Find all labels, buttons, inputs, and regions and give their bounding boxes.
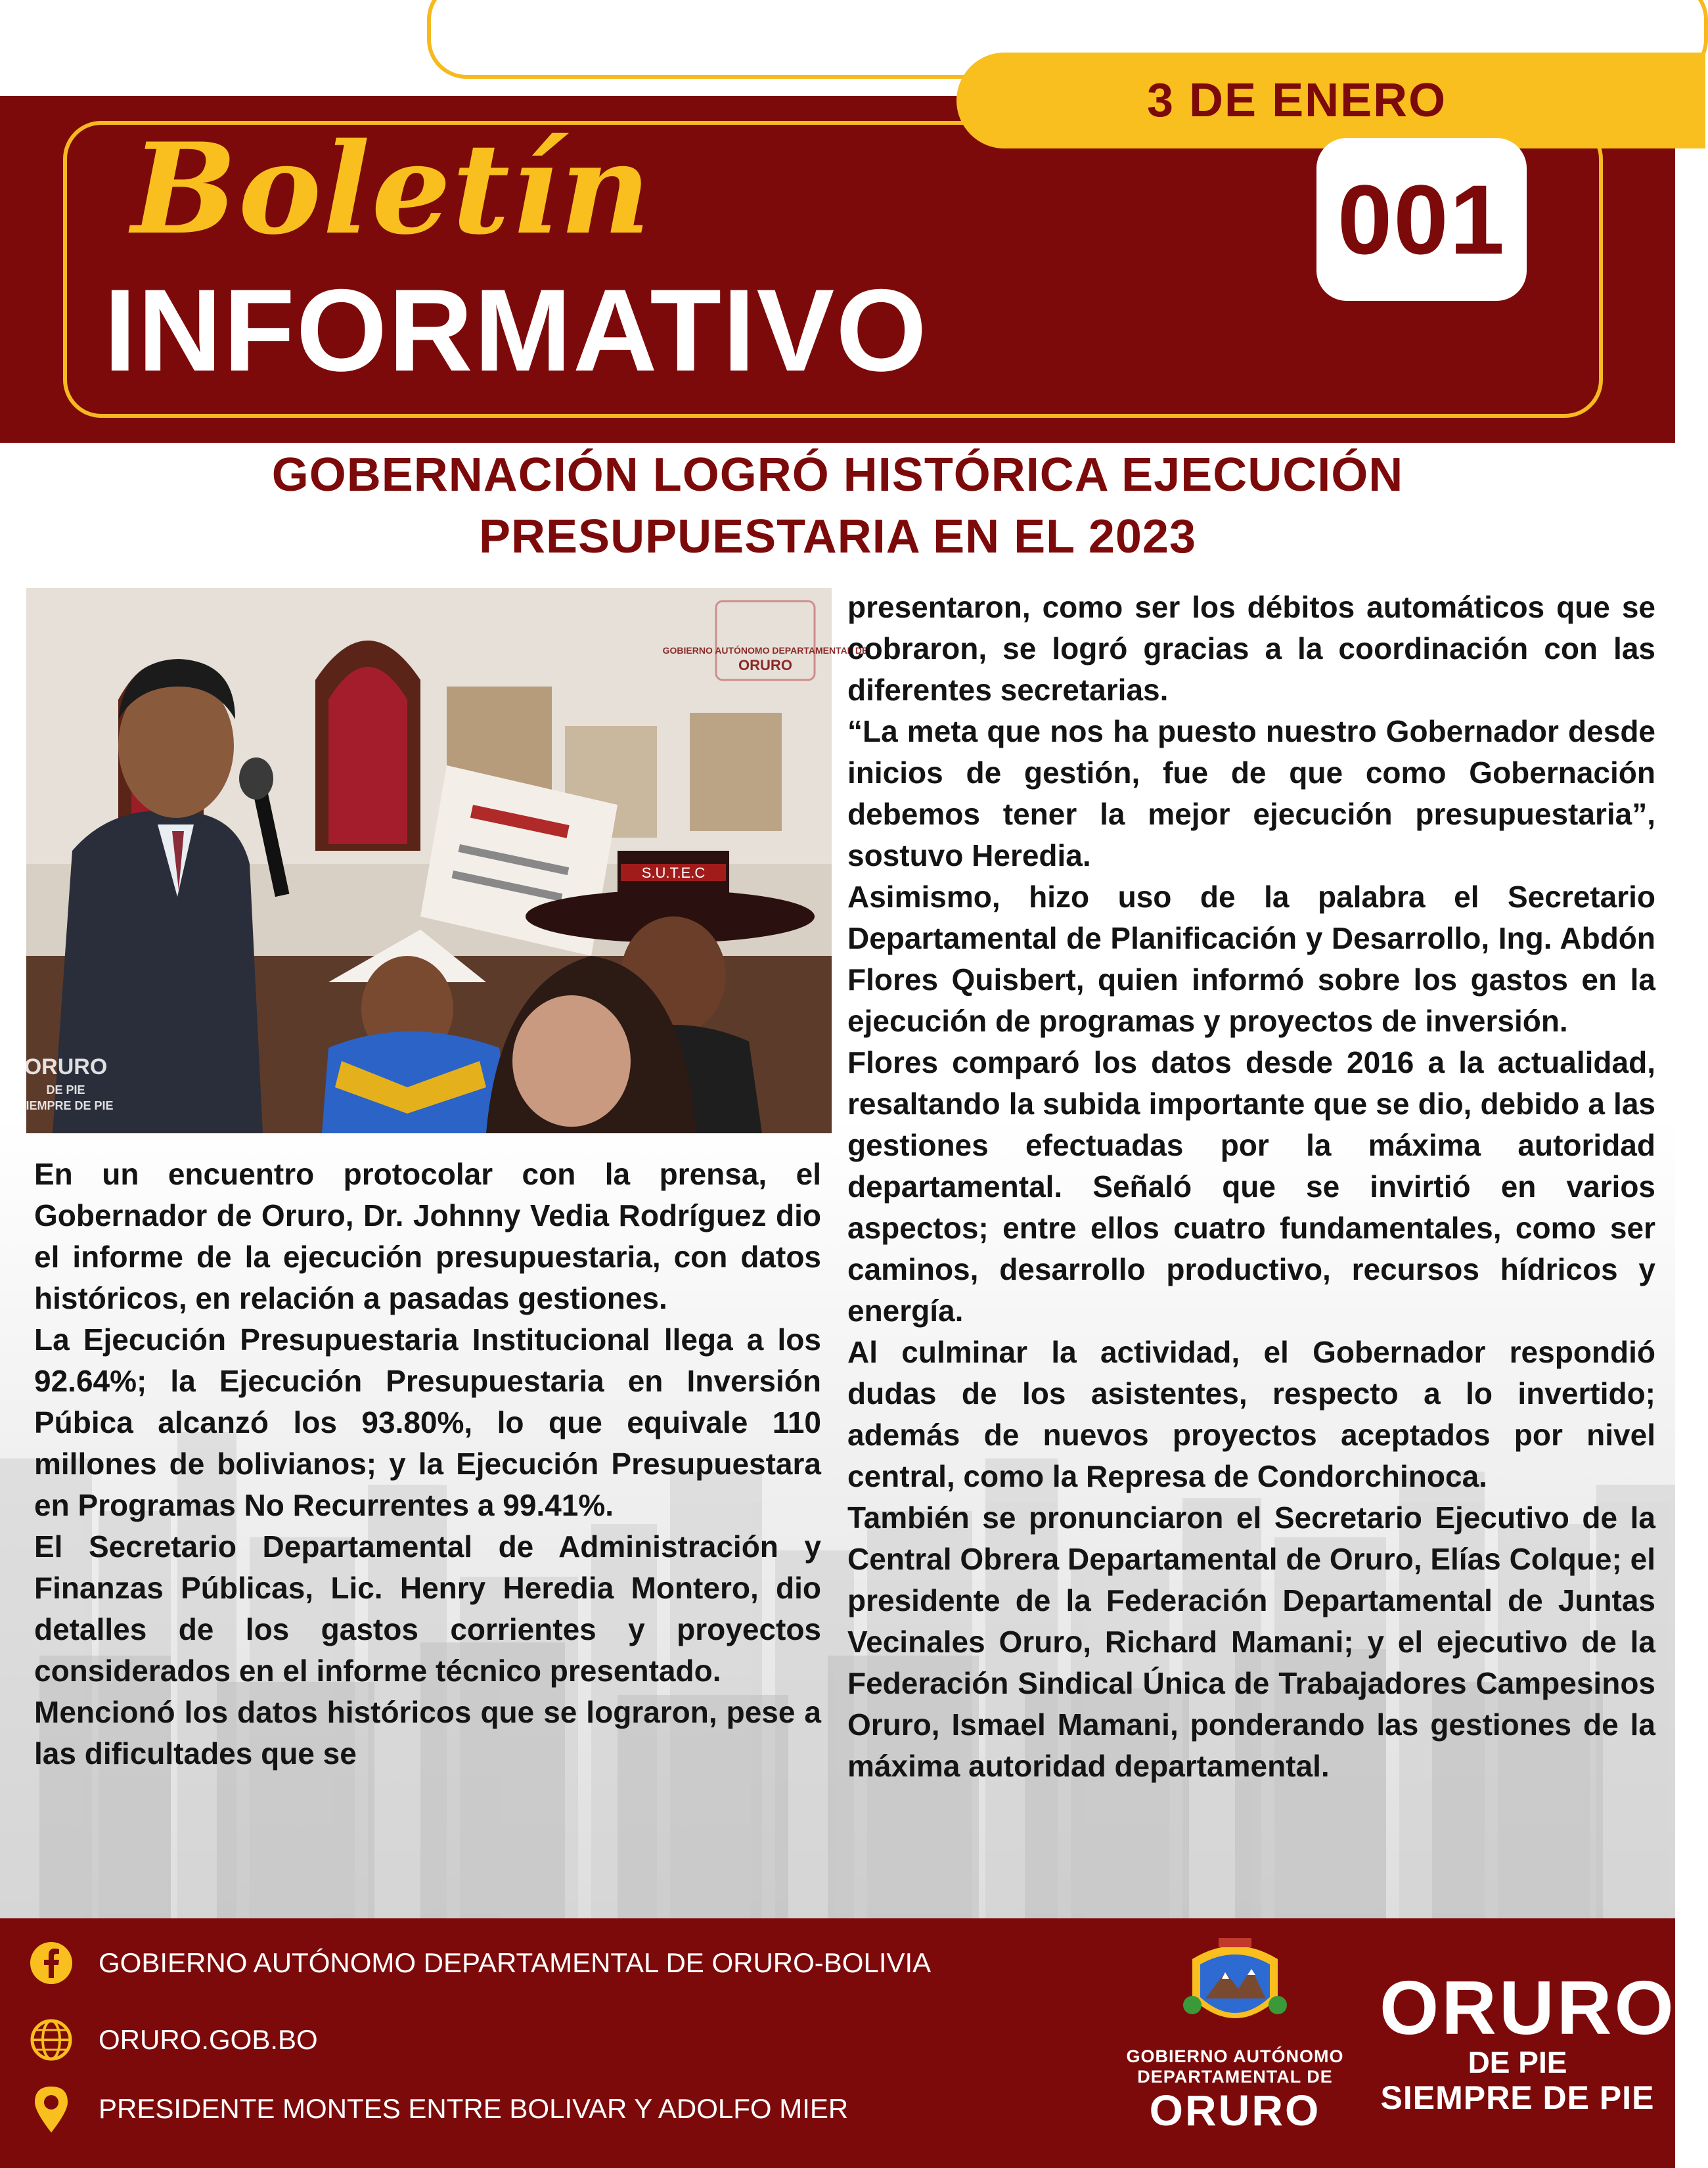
headline-line-2: PRESUPUESTARIA EN EL 2023	[479, 510, 1196, 563]
brand-line-1: ORURO	[1380, 1965, 1676, 2050]
article-photo	[18, 588, 868, 1133]
date-badge	[956, 53, 1705, 148]
contact-address[interactable]	[26, 2084, 848, 2134]
headline	[66, 444, 1609, 568]
article-paragraph: También se pronunciaron el Secretario Ejecutivo de la Central Obrera Departamental de Oruro, Elías Colque; el presidente de la Federación Departamental de Juntas Vecinales Oruro, Richard Mamani; y el ejecutivo de la Federación Sindical Única de Trabajadores Campesinos Oruro, Ismael Mamani, ponderando las gestiones de la máxima autoridad departamental.	[847, 1501, 1655, 1783]
coat-of-arms-icon	[1179, 1933, 1291, 2038]
article-paragraph: presentaron, como ser los débitos automáticos que se cobraron, se logró gracias a la coordinación con las diferentes secretarias.	[847, 590, 1655, 707]
contact-website[interactable]	[26, 2015, 318, 2065]
article-paragraph: Mencionó los datos históricos que se lograron, pese a las dificultades que se	[34, 1695, 821, 1771]
contact-address-text: PRESIDENTE MONTES ENTRE BOLIVAR Y ADOLFO MIER	[99, 2093, 849, 2124]
brand-line-3: SIEMPRE DE PIE	[1380, 2079, 1655, 2116]
contact-facebook[interactable]	[26, 1938, 931, 1988]
oruro-brand-logo	[1380, 1965, 1676, 2140]
government-logo	[1117, 1933, 1353, 2159]
photo-watermark-left-2: DE PIE	[46, 1083, 85, 1096]
issue-number	[1316, 138, 1527, 301]
date-text: 3 DE ENERO	[1147, 74, 1447, 127]
article-paragraph: Flores comparó los datos desde 2016 a la actualidad, resaltando la subida importante que se dio, debido a las gestiones efectuadas por la máxima autoridad departamental. Señaló que se invirtió en varios aspectos; entre ellos cuatro fundamentales, como ser caminos, desarrollo productivo, recursos hídricos y energía.	[847, 1045, 1655, 1328]
hat-text: S.U.T.E.C	[641, 865, 706, 881]
contact-website-text: ORURO.GOB.BO	[99, 2024, 318, 2055]
article-paragraph: El Secretario Departamental de Administración y Finanzas Públicas, Lic. Henry Heredia Montero, dio detalles de los gastos corrientes y proyectos considerados en el informe técnico presentado.	[34, 1529, 821, 1688]
gov-logo-line-3: ORURO	[1149, 2086, 1321, 2134]
article-paragraph: La Ejecución Presupuestaria Institucional llega a los 92.64%; la Ejecución Presupuestaria en Inversión Púbica alcanzó los 93.80%, lo que equivale 110 millones de bolivianos; y la Ejecución Presupuestara en Programas No Recurrentes a 99.41%.	[34, 1322, 821, 1522]
title-script: Boletín	[131, 116, 652, 262]
article-paragraph: “La meta que nos ha puesto nuestro Gobernador desde inicios de gestión, fue de que como Gobernación debemos tener la mejor ejecución presupuestaria”, sostuvo Heredia.	[847, 714, 1655, 872]
title-main: INFORMATIVO	[104, 265, 928, 395]
photo-watermark-left-1: ORURO	[24, 1054, 108, 1079]
headline-line-1: GOBERNACIÓN LOGRÓ HISTÓRICA EJECUCIÓN	[271, 449, 1404, 501]
facebook-icon	[26, 1938, 76, 1988]
brand-line-2: DE PIE	[1468, 2045, 1567, 2079]
issue-number-text: 001	[1337, 164, 1506, 275]
article-paragraph: En un encuentro protocolar con la prensa, el Gobernador de Oruro, Dr. Johnny Vedia Rodríguez dio el informe de la ejecución presupuestaria, con datos históricos, en relación a pasadas gestiones.	[34, 1157, 821, 1315]
photo-watermark-top-city: ORURO	[738, 657, 792, 673]
article-paragraph: Asimismo, hizo uso de la palabra el Secretario Departamental de Planificación y Desarrollo, Ing. Abdón Flores Quisbert, quien informó sobre los gastos en la ejecución de programas y proyectos de inversión.	[847, 880, 1655, 1038]
contact-facebook-text: GOBIERNO AUTÓNOMO DEPARTAMENTAL DE ORURO-BOLIVIA	[99, 1947, 932, 1978]
article-column-right	[847, 587, 1655, 1787]
location-pin-icon	[26, 2084, 76, 2134]
gov-logo-line-2: DEPARTAMENTAL DE	[1137, 2067, 1333, 2087]
article-paragraph: Al culminar la actividad, el Gobernador respondió dudas de los asistentes, respecto a lo invertido; además de nuevos proyectos aceptados por nivel central, como la Represa de Condorchinoca.	[847, 1335, 1655, 1493]
article-column-left	[34, 1154, 821, 1774]
photo-watermark-left-3: SIEMPRE DE PIE	[18, 1099, 114, 1112]
photo-watermark-top: GOBIERNO AUTÓNOMO DEPARTAMENTAL DE	[662, 645, 868, 656]
globe-icon	[26, 2015, 76, 2065]
gov-logo-line-1: GOBIERNO AUTÓNOMO	[1126, 2046, 1344, 2066]
